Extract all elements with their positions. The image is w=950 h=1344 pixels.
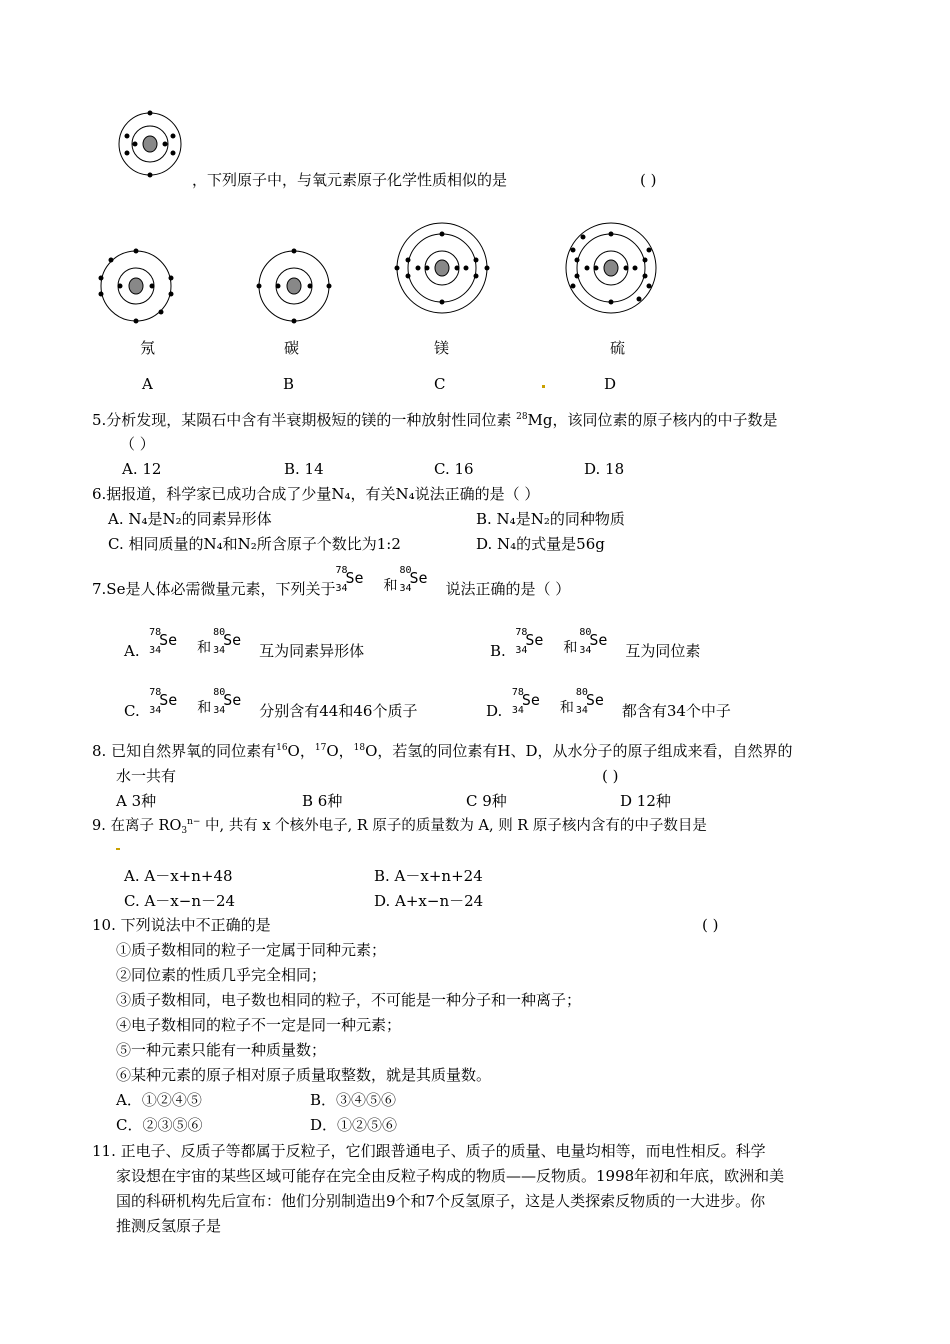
q5-answer-blank: （ ） [120, 435, 155, 453]
neon-atom-diagram [98, 248, 174, 324]
q8-option-c: C 9种 [466, 792, 507, 810]
q7-option-a: A. 78 34 Se 和 80 34 Se 互为同素异形体 [124, 627, 365, 660]
q5-stem: 5.分析发现，某陨石中含有半衰期极短的镁的一种放射性同位素 $^{28}$Mg，该同位素的原子核内的中子数是 [92, 411, 778, 429]
q5-option-a: A. 12 [122, 460, 162, 478]
option-letter-b: B [283, 375, 295, 393]
q7-option-d: D. 78 34 Se 和 80 34 Se 都含有34个中子 [486, 687, 731, 720]
q4-answer-blank: ( ) [640, 171, 657, 189]
q8-option-a: A 3种 [116, 792, 157, 810]
q6-option-d: D. N₄的式量是56g [476, 535, 605, 553]
q8-answer-blank: ( ) [602, 767, 619, 785]
q9-stem: 9. 在离子 $RO_3^{n-}$ 中, 共有 x 个核外电子, R 原子的质量数为 A, 则 R 原子核内含有的中子数目是 [92, 817, 707, 836]
atom-name-d: 硫 [610, 339, 626, 357]
q10-option-c: C．②③⑤⑥ [116, 1116, 203, 1134]
option-letter-a: A [142, 375, 153, 393]
q7-stem: 7.Se是人体必需微量元素，下列关于 78 34 Se 和 80 34 Se 说法正确的是（ ） [92, 565, 571, 598]
q10-item-2: ②同位素的性质几乎完全相同； [116, 966, 327, 984]
q11-line-4: 推测反氢原子是 [116, 1217, 222, 1235]
q6-stem: 6.据报道，科学家已成功合成了少量N₄，有关N₄说法正确的是（ ） [92, 485, 540, 503]
q11-line-2: 家设想在宇宙的某些区域可能存在完全由反粒子构成的物质——反物质。1998年初和年底，欧洲和美 [116, 1167, 785, 1185]
atom-name-a: 氖 [140, 339, 156, 357]
q10-stem: 10. 下列说法中不正确的是 [92, 916, 271, 934]
q8-option-b: B 6种 [302, 792, 343, 810]
q10-answer-blank: ( ) [702, 916, 719, 934]
q5-option-c: C. 16 [434, 460, 474, 478]
q10-option-a: A．①②④⑤ [116, 1091, 202, 1109]
atom-name-b: 碳 [284, 339, 300, 357]
q10-item-5: ⑤一种元素只能有一种质量数； [116, 1041, 327, 1059]
q8-option-d: D 12种 [620, 792, 671, 810]
q9-option-c: C. A－x−n－24 [124, 892, 236, 910]
q5-option-d: D. 18 [584, 460, 625, 478]
q6-option-b: B. N₄是N₂的同种物质 [476, 510, 625, 528]
stray-mark [116, 848, 120, 850]
q11-line-1: 11. 正电子、反质子等都属于反粒子，它们跟普通电子、质子的质量、电量均相等，而电性相反。科学 [92, 1142, 766, 1160]
q7-option-b: B. 78 34 Se 和 80 34 Se 互为同位素 [490, 627, 701, 660]
isotope-se-80: 80 34 Se [399, 565, 428, 594]
q6-option-a: A. N₄是N₂的同素异形体 [108, 510, 272, 528]
q9-option-d: D. A+x−n－24 [374, 892, 484, 910]
option-letter-c: C [434, 375, 446, 393]
q10-option-b: B．③④⑤⑥ [310, 1091, 397, 1109]
stray-mark [542, 385, 545, 388]
q8-stem-line2: 水一共有 [116, 767, 177, 785]
q9-option-b: B. A－x+n+24 [374, 867, 483, 885]
sulfur-atom-diagram [565, 222, 657, 314]
q6-option-c: C. 相同质量的N₄和N₂所含原子个数比为1:2 [108, 535, 401, 553]
q10-option-d: D．①②⑤⑥ [310, 1116, 398, 1134]
oxygen-atom-diagram [115, 108, 185, 180]
magnesium-atom-diagram [396, 222, 488, 314]
q7-option-c: C. 78 34 Se 和 80 34 Se 分别含有44和46个质子 [124, 687, 418, 720]
carbon-atom-diagram [256, 248, 332, 324]
q10-item-3: ③质子数相同，电子数也相同的粒子，不可能是一种分子和一种离子； [116, 991, 582, 1009]
q10-item-4: ④电子数相同的粒子不一定是同一种元素； [116, 1016, 402, 1034]
q8-stem-line1: 8. 已知自然界氧的同位素有$^{16}$O，$^{17}$O，$^{18}$O，若氢的同位素有H、D，从水分子的原子组成来看，自然界的 [92, 742, 793, 760]
q10-item-1: ①质子数相同的粒子一定属于同种元素； [116, 941, 387, 959]
atom-name-c: 镁 [434, 339, 450, 357]
q10-item-6: ⑥某种元素的原子相对原子质量取整数，就是其质量数。 [116, 1066, 492, 1084]
q11-line-3: 国的科研机构先后宣布：他们分别制造出9个和7个反氢原子，这是人类探索反物质的一大进步。你 [116, 1192, 766, 1210]
option-letter-d: D [604, 375, 617, 393]
q9-option-a: A. A－x+n+48 [124, 867, 233, 885]
q4-stem: ，下列原子中，与氧元素原子化学性质相似的是 [192, 171, 508, 189]
isotope-se-78: 78 34 Se [335, 565, 364, 594]
q5-option-b: B. 14 [284, 460, 324, 478]
